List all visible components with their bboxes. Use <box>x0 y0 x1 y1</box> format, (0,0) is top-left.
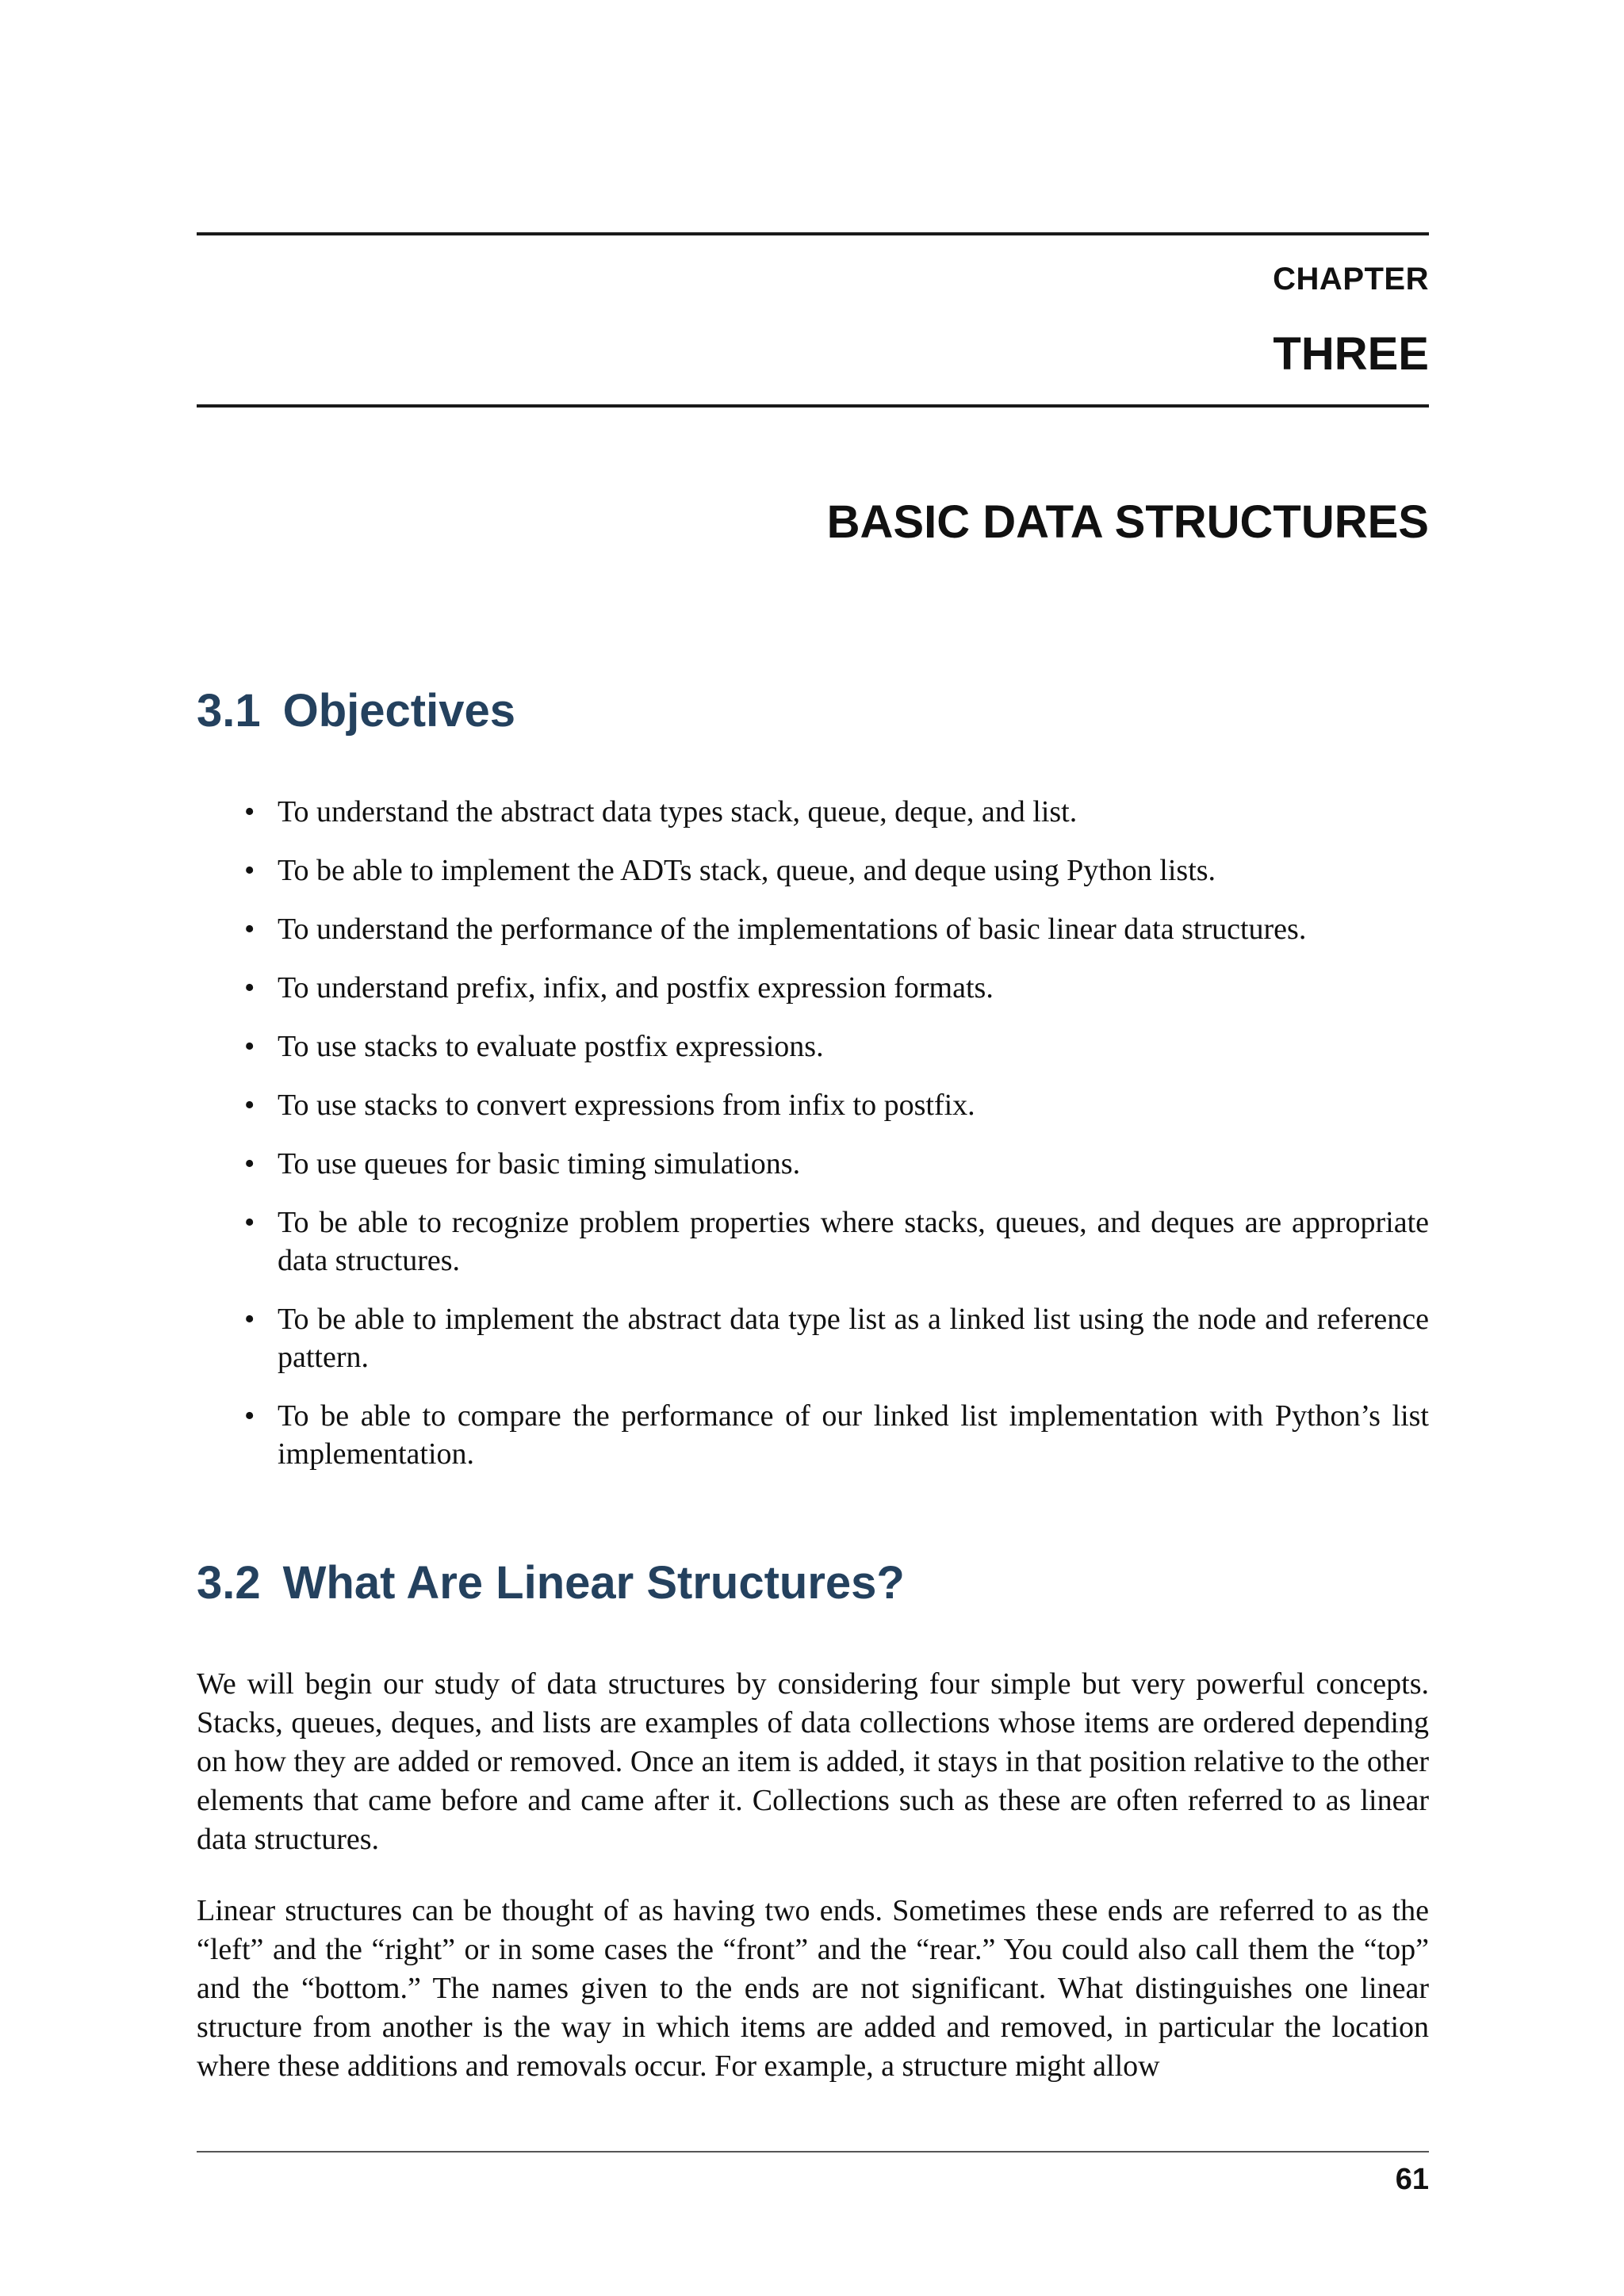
chapter-number: THREE <box>1273 328 1429 380</box>
bullet-icon: • <box>244 1147 255 1181</box>
list-item <box>197 1203 1429 1280</box>
section-number: 3.2 <box>197 1557 261 1609</box>
list-item <box>197 851 1429 890</box>
page-number: 61 <box>1395 2163 1429 2196</box>
bullet-icon: • <box>244 1089 255 1122</box>
list-item-text: To be able to compare the performance of our linked list implementation with Python’s list implementation. <box>278 1399 1429 1471</box>
bullet-icon: • <box>244 1303 255 1336</box>
chapter-title: BASIC DATA STRUCTURES <box>826 496 1429 548</box>
list-item-text: To use queues for basic timing simulations. <box>278 1147 801 1181</box>
objectives-list <box>197 793 1429 1494</box>
list-item <box>197 1027 1429 1066</box>
body-paragraph: Linear structures can be thought of as having two ends. Sometimes these ends are referred to as the “left” and the “right” or in some cases the “front” and the “rear.” You could also call them the “top” and the “bottom.” The names given to the ends are not significant. What distinguishes one linear structure from another is the way in which items are added and removed, in particular the location where these additions and removals occur. For example, a structure might allow <box>197 1894 1429 2083</box>
bullet-icon: • <box>244 1206 255 1239</box>
bullet-icon: • <box>244 1030 255 1063</box>
footer-rule <box>197 2151 1429 2152</box>
section-number: 3.1 <box>197 685 261 737</box>
bullet-icon: • <box>244 971 255 1004</box>
list-item <box>197 969 1429 1007</box>
list-item <box>197 1300 1429 1376</box>
list-item-text: To use stacks to convert expressions from infix to postfix. <box>278 1089 975 1122</box>
list-item <box>197 1397 1429 1473</box>
list-item-text: To understand the abstract data types stack, queue, deque, and list. <box>278 795 1078 828</box>
list-item <box>197 1086 1429 1124</box>
bullet-icon: • <box>244 913 255 946</box>
bullet-icon: • <box>244 1399 255 1433</box>
chapter-top-rule <box>197 232 1429 235</box>
section-heading-linear-structures <box>197 1557 905 1609</box>
section-title: What Are Linear Structures? <box>282 1557 905 1609</box>
list-item <box>197 1145 1429 1183</box>
section-heading-objectives <box>197 685 516 737</box>
list-item <box>197 793 1429 831</box>
bullet-icon: • <box>244 854 255 887</box>
list-item-text: To understand the performance of the implementations of basic linear data structures. <box>278 913 1307 946</box>
section-title: Objectives <box>282 685 516 737</box>
body-paragraph: We will begin our study of data structures by considering four simple but very powerful concepts. Stacks, queues, deques, and lists are examples of data collections whose items are ordered depending on how they are added or removed. Once an item is added, it stays in that position relative to the other elements that came before and came after it. Collections such as these are often referred to as linear data structures. <box>197 1667 1429 1856</box>
list-item-text: To be able to recognize problem properties where stacks, queues, and deques are appropriate data structures. <box>278 1206 1429 1277</box>
list-item-text: To use stacks to evaluate postfix expressions. <box>278 1030 824 1063</box>
list-item-text: To be able to implement the abstract data type list as a linked list using the node and reference pattern. <box>278 1303 1429 1374</box>
list-item-text: To be able to implement the ADTs stack, queue, and deque using Python lists. <box>278 854 1216 887</box>
chapter-bottom-rule <box>197 404 1429 408</box>
chapter-label: CHAPTER <box>1273 262 1429 297</box>
list-item-text: To understand prefix, infix, and postfix expression formats. <box>278 971 994 1004</box>
book-page <box>197 0 1429 2296</box>
bullet-icon: • <box>244 795 255 828</box>
list-item <box>197 910 1429 948</box>
